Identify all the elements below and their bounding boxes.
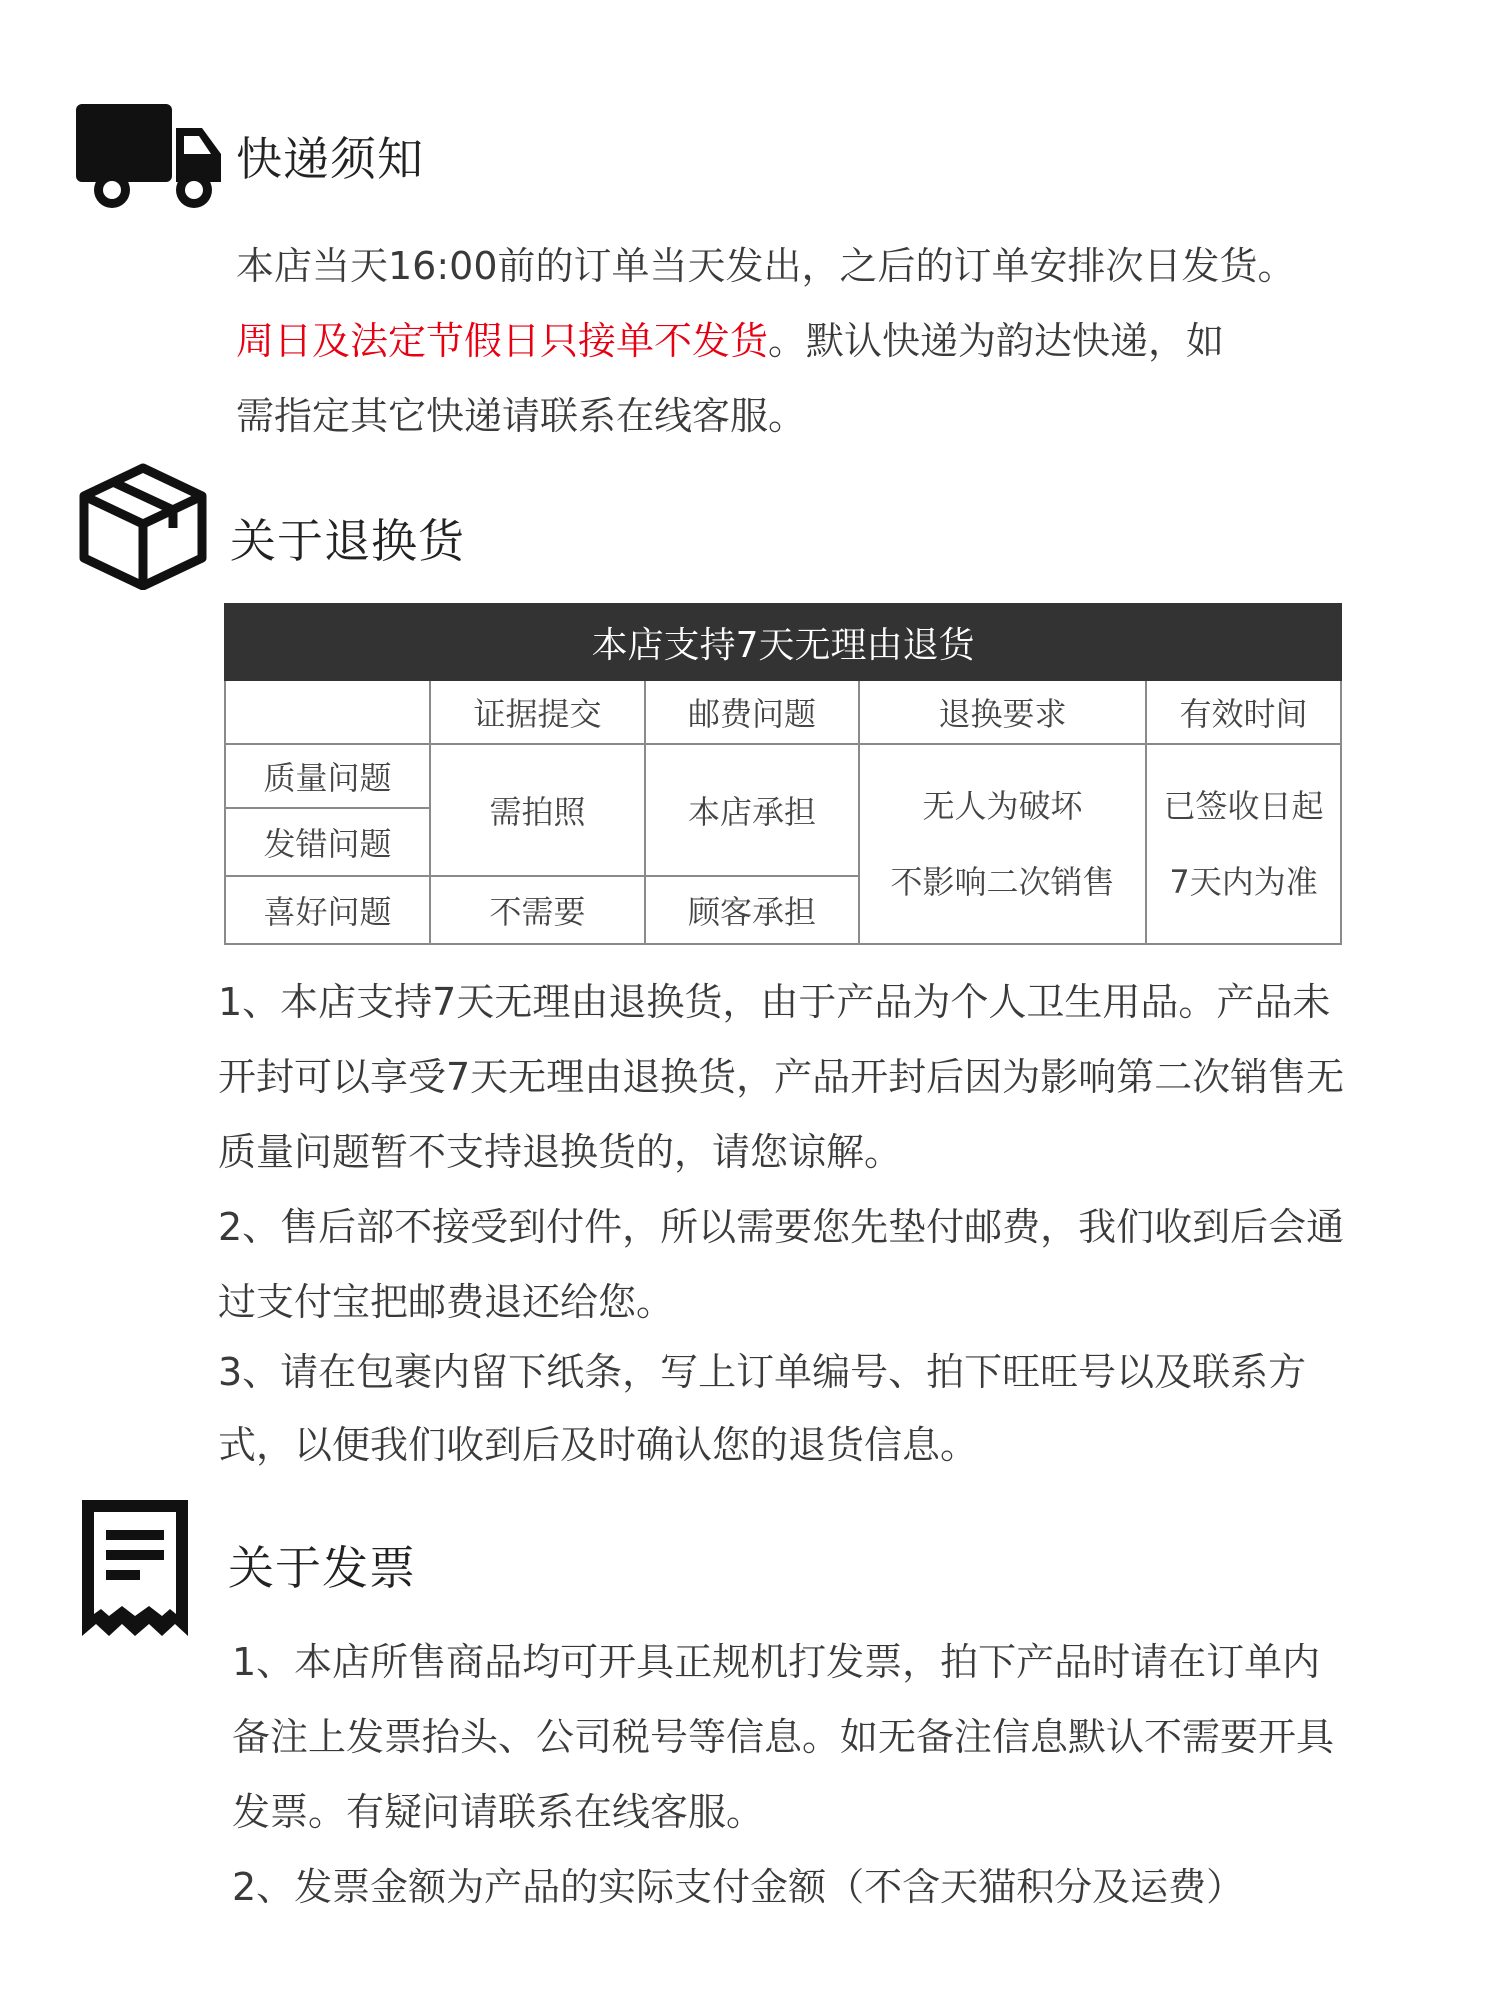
requirement-line2: 不影响二次销售 [890,863,1115,901]
evidence-none-cell: 不需要 [430,876,645,944]
shipping-line2: 。默认快递为韵达快递，如 [768,319,1225,363]
invoice-title: 关于发票 [228,1541,416,1595]
truck-icon [76,100,221,212]
shipping-line3: 需指定其它快递请联系在线客服。 [236,394,807,438]
table-header-evidence: 证据提交 [430,680,645,744]
table-header-validity: 有效时间 [1146,680,1341,744]
returns-note-1: 1、本店支持7天无理由退换货，由于产品为个人卫生用品。产品未开封可以享受7天无理由退换货，产品开封后因为影响第二次销售无质量问题暂不支持退换货的，请您谅解。 [218,980,1345,1174]
invoice-note-1: 1、本店所售商品均可开具正规机打发票，拍下产品时请在订单内备注上发票抬头、公司税号等信息。如无备注信息默认不需要开具发票。有疑问请联系在线客服。 [232,1640,1335,1834]
table-header-requirement: 退换要求 [859,680,1146,744]
table-row [225,744,1341,808]
postage-customer-cell: 顾客承担 [645,876,859,944]
table-header-postage: 邮费问题 [645,680,859,744]
row-label-preference: 喜好问题 [225,876,430,944]
table-header-row [225,680,1341,744]
invoice-note-2: 2、发票金额为产品的实际支付金额（不含天猫积分及运费） [232,1865,1245,1909]
validity-line2: 7天内为准 [1169,863,1318,901]
no-sunday-shipping-notice: 周日及法定节假日只接单不发货 [236,319,769,363]
validity-line1: 已签收日起 [1163,787,1324,825]
evidence-photo-cell: 需拍照 [430,744,645,876]
row-label-wrong-item: 发错问题 [225,808,430,876]
requirement-cell [859,744,1146,944]
requirement-line1: 无人为破坏 [922,787,1083,825]
returns-note-2: 2、售后部不接受到付件，所以需要您先垫付邮费，我们收到后会通过支付宝把邮费退还给您。 [218,1205,1345,1324]
shipping-notice [236,229,1366,454]
table-header-empty [225,680,430,744]
postage-store-cell: 本店承担 [645,744,859,876]
row-label-quality: 质量问题 [225,744,430,808]
box-icon [78,462,208,590]
returns-title: 关于退换货 [230,514,465,568]
shipping-line1: 本店当天16:00前的订单当天发出，之后的订单安排次日发货。 [236,244,1296,288]
return-policy-table [224,603,1342,945]
receipt-icon [82,1500,188,1636]
table-caption: 本店支持7天无理由退货 [225,604,1341,680]
shipping-title: 快递须知 [236,132,424,186]
returns-note-3: 3、请在包裹内留下纸条，写上订单编号、拍下旺旺号以及联系方式，以便我们收到后及时确认您的退货信息。 [218,1350,1307,1467]
validity-cell [1146,744,1341,944]
